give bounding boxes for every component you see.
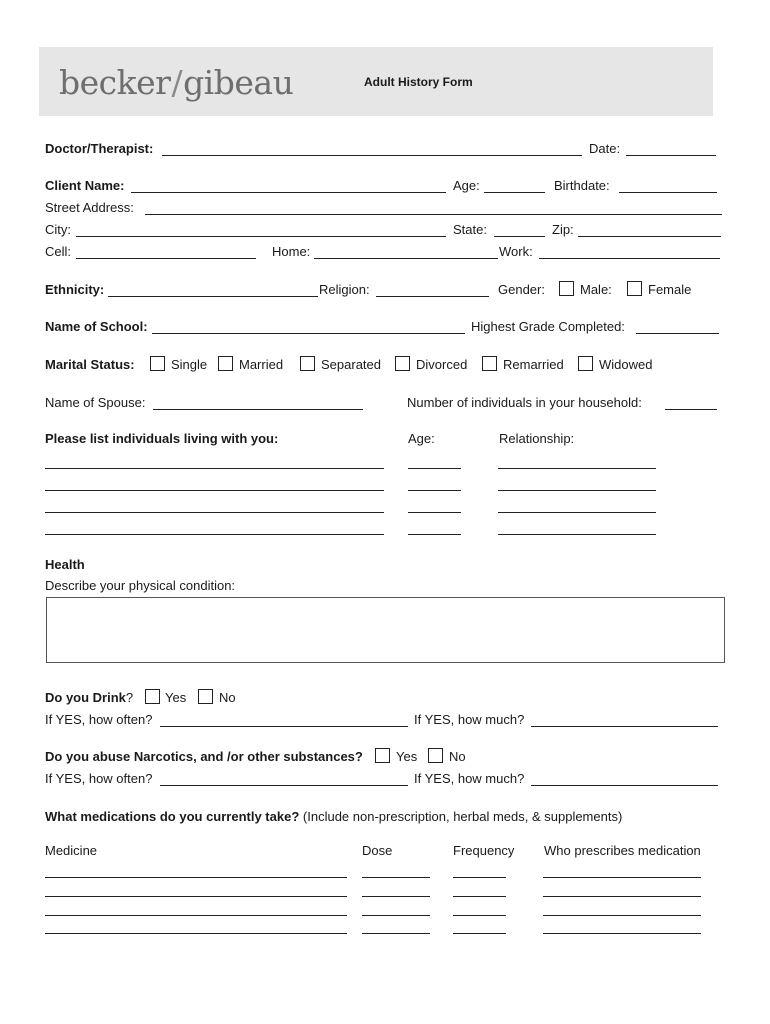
dose-column: Dose [362, 843, 393, 858]
household-age-field[interactable] [408, 468, 461, 469]
spouse-field[interactable] [153, 409, 363, 410]
religion-label: Religion: [319, 282, 370, 297]
household-label: Number of individuals in your household: [407, 395, 642, 410]
narcotics-how-often-field[interactable] [160, 785, 408, 786]
cell-field[interactable] [76, 258, 256, 259]
age-field[interactable] [484, 192, 545, 193]
marital-label: Marital Status: [45, 357, 135, 372]
married-label: Married [239, 357, 284, 372]
becker-gibeau-logo [59, 63, 293, 102]
prescriber-field[interactable] [543, 933, 701, 934]
street-field[interactable] [145, 214, 722, 215]
home-field[interactable] [314, 258, 498, 259]
drink-how-much-field[interactable] [531, 726, 718, 727]
household-age-column: Age: [408, 431, 435, 446]
drink-question [45, 689, 133, 707]
zip-field[interactable] [578, 236, 721, 237]
separated-checkbox[interactable] [300, 356, 315, 371]
household-relationship-field[interactable] [498, 490, 656, 491]
remarried-label: Remarried [503, 357, 564, 372]
logo-right: gibeau [183, 63, 294, 102]
male-label: Male: [580, 282, 612, 297]
female-label: Female [648, 282, 692, 297]
medicine-field[interactable] [45, 877, 347, 878]
remarried-checkbox[interactable] [482, 356, 497, 371]
logo-slash: / [171, 63, 183, 102]
drink-yes-label: Yes [165, 690, 187, 705]
physical-condition-textarea[interactable] [46, 597, 725, 663]
male-checkbox[interactable] [559, 281, 574, 296]
frequency-field[interactable] [453, 915, 506, 916]
narcotics-no-label: No [449, 749, 466, 764]
zip-label: Zip: [552, 222, 574, 237]
medicine-field[interactable] [45, 933, 347, 934]
spouse-label: Name of Spouse: [45, 395, 146, 410]
work-field[interactable] [539, 258, 720, 259]
medications-note: (Include non-prescription, herbal meds, & supplements) [302, 809, 623, 824]
household-relationship-column: Relationship: [499, 431, 575, 446]
household-age-field[interactable] [408, 512, 461, 513]
doctor-field[interactable] [162, 155, 582, 156]
narcotics-yes-checkbox[interactable] [375, 748, 390, 763]
household-name-field[interactable] [45, 468, 384, 469]
prescriber-field[interactable] [543, 915, 701, 916]
ethnicity-field[interactable] [108, 296, 318, 297]
grade-label: Highest Grade Completed: [471, 319, 625, 334]
prescriber-field[interactable] [543, 877, 701, 878]
dose-field[interactable] [362, 915, 430, 916]
narcotics-how-much-field[interactable] [531, 785, 718, 786]
drink-how-often-field[interactable] [160, 726, 408, 727]
household-relationship-field[interactable] [498, 534, 656, 535]
widowed-checkbox[interactable] [578, 356, 593, 371]
widowed-label: Widowed [599, 357, 653, 372]
household-age-field[interactable] [408, 534, 461, 535]
separated-label: Separated [321, 357, 381, 372]
state-field[interactable] [494, 236, 545, 237]
city-field[interactable] [76, 236, 446, 237]
medicine-field[interactable] [45, 915, 347, 916]
household-age-field[interactable] [408, 490, 461, 491]
gender-label: Gender: [498, 282, 545, 297]
home-label: Home: [272, 244, 311, 259]
frequency-column: Frequency [453, 843, 515, 858]
drink-no-checkbox[interactable] [198, 689, 213, 704]
prescriber-field[interactable] [543, 896, 701, 897]
medicine-field[interactable] [45, 896, 347, 897]
religion-field[interactable] [376, 296, 489, 297]
drink-question-text: Do you Drink [45, 690, 126, 705]
city-label: City: [45, 222, 71, 237]
household-name-field[interactable] [45, 534, 384, 535]
narcotics-how-much-label: If YES, how much? [414, 771, 525, 786]
household-list-heading: Please list individuals living with you: [45, 431, 279, 446]
married-checkbox[interactable] [218, 356, 233, 371]
dose-field[interactable] [362, 877, 430, 878]
medications-question-text: What medications do you currently take? [45, 809, 300, 824]
prescriber-column: Who prescribes medication [544, 843, 701, 858]
health-heading: Health [45, 557, 85, 572]
female-checkbox[interactable] [627, 281, 642, 296]
medications-question [45, 808, 622, 826]
narcotics-yes-label: Yes [396, 749, 418, 764]
school-label: Name of School: [45, 319, 148, 334]
client-name-label: Client Name: [45, 178, 125, 193]
dose-field[interactable] [362, 896, 430, 897]
drink-question-mark: ? [125, 690, 134, 705]
state-label: State: [453, 222, 487, 237]
school-field[interactable] [152, 333, 465, 334]
date-label: Date: [589, 141, 621, 156]
birthdate-label: Birthdate: [554, 178, 610, 193]
drink-how-much-label: If YES, how much? [414, 712, 525, 727]
household-name-field[interactable] [45, 512, 384, 513]
form-title: Adult History Form [364, 75, 473, 89]
household-field[interactable] [665, 409, 717, 410]
grade-field[interactable] [636, 333, 719, 334]
household-relationship-field[interactable] [498, 512, 656, 513]
health-prompt: Describe your physical condition: [45, 578, 236, 593]
logo-left: becker [59, 63, 171, 102]
single-label: Single [171, 357, 208, 372]
frequency-field[interactable] [453, 933, 506, 934]
doctor-label: Doctor/Therapist: [45, 141, 154, 156]
drink-yes-checkbox[interactable] [145, 689, 160, 704]
drink-how-often-label: If YES, how often? [45, 712, 153, 727]
divorced-checkbox[interactable] [395, 356, 410, 371]
street-label: Street Address: [45, 200, 134, 215]
divorced-label: Divorced [416, 357, 468, 372]
narcotics-question: Do you abuse Narcotics, and /or other substances? [45, 749, 363, 764]
household-relationship-field[interactable] [498, 468, 656, 469]
frequency-field[interactable] [453, 877, 506, 878]
single-checkbox[interactable] [150, 356, 165, 371]
client-name-field[interactable] [131, 192, 446, 193]
frequency-field[interactable] [453, 896, 506, 897]
header-banner [39, 47, 713, 116]
narcotics-how-often-label: If YES, how often? [45, 771, 153, 786]
dose-field[interactable] [362, 933, 430, 934]
ethnicity-label: Ethnicity: [45, 282, 105, 297]
medicine-column: Medicine [45, 843, 98, 858]
date-field[interactable] [626, 155, 716, 156]
birthdate-field[interactable] [619, 192, 717, 193]
household-name-field[interactable] [45, 490, 384, 491]
narcotics-no-checkbox[interactable] [428, 748, 443, 763]
cell-label: Cell: [45, 244, 72, 259]
drink-no-label: No [219, 690, 236, 705]
age-label: Age: [453, 178, 480, 193]
work-label: Work: [499, 244, 533, 259]
